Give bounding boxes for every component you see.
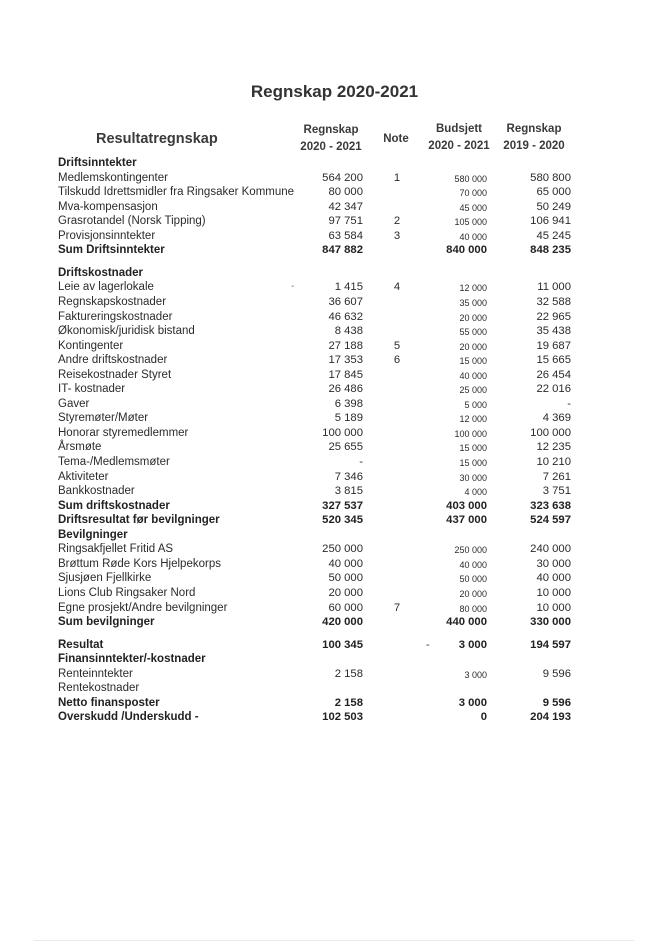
- value-regnskap-2019-2020: 15 665: [536, 354, 571, 366]
- value-regnskap-2019-2020: 19 687: [536, 340, 571, 352]
- header-note: Note: [383, 133, 409, 145]
- value-budsjett-2020-2021: 50 000: [459, 574, 487, 584]
- header-budsjett-2020-2021: [423, 121, 495, 155]
- value-regnskap-2020-2021: 100 345: [322, 639, 363, 651]
- value-budsjett-2020-2021: 40 000: [459, 371, 487, 381]
- table-row: [0, 427, 669, 442]
- row-label: Brøttum Røde Kors Hjelpekorps: [58, 558, 221, 570]
- table-row: [0, 340, 669, 355]
- value-regnskap-2020-2021: 36 607: [328, 296, 363, 308]
- value-regnskap-2020-2021: -: [359, 456, 363, 468]
- header-regnskap-2020-2021: [295, 122, 367, 156]
- table-row: [0, 296, 669, 311]
- value-regnskap-2019-2020: 100 000: [530, 427, 571, 439]
- table-row: [0, 412, 669, 427]
- value-regnskap-2019-2020: 50 249: [536, 201, 571, 213]
- value-regnskap-2019-2020: 524 597: [530, 514, 571, 526]
- value-regnskap-2020-2021: 420 000: [322, 616, 363, 628]
- value-regnskap-2019-2020: 26 454: [536, 369, 571, 381]
- value-budsjett-2020-2021: 30 000: [459, 473, 487, 483]
- value-regnskap-2019-2020: 323 638: [530, 500, 571, 512]
- value-budsjett-2020-2021: 3 000: [458, 697, 487, 709]
- row-label: Tema-/Medlemsmøter: [58, 456, 170, 468]
- table-row: [0, 456, 669, 471]
- table-row: [0, 230, 669, 245]
- value-regnskap-2019-2020: 330 000: [530, 616, 571, 628]
- value-regnskap-2019-2020: 10 000: [536, 602, 571, 614]
- row-label: Bevilgninger: [58, 529, 128, 541]
- row-label: Grasrotandel (Norsk Tipping): [58, 215, 206, 227]
- value-regnskap-2019-2020: 45 245: [536, 230, 571, 242]
- value-budsjett-2020-2021: 250 000: [454, 545, 487, 555]
- row-label: Finansinntekter/-kostnader: [58, 653, 206, 665]
- value-budsjett-2020-2021: 3 000: [464, 670, 487, 680]
- value-regnskap-2019-2020: 10 210: [536, 456, 571, 468]
- value-regnskap-2019-2020: 10 000: [536, 587, 571, 599]
- header-period: 2019 - 2020: [503, 140, 565, 152]
- row-label: Regnskapskostnader: [58, 296, 167, 308]
- row-label: Tilskudd Idrettsmidler fra Ringsaker Kommune: [58, 186, 295, 198]
- table-row: [0, 587, 669, 602]
- note-ref: 1: [393, 172, 401, 184]
- summary-row: [0, 244, 669, 259]
- value-regnskap-2020-2021: 50 000: [328, 572, 363, 584]
- summary-row: [0, 711, 669, 726]
- row-label: Sum Driftsinntekter: [58, 244, 165, 256]
- value-regnskap-2020-2021: 63 584: [328, 230, 363, 242]
- section-heading-row: [0, 157, 669, 172]
- table-row: [0, 558, 669, 573]
- summary-row: [0, 639, 669, 654]
- value-budsjett-2020-2021: 35 000: [459, 298, 487, 308]
- value-budsjett-2020-2021: 20 000: [459, 589, 487, 599]
- value-regnskap-2019-2020: 65 000: [536, 186, 571, 198]
- value-regnskap-2019-2020: 35 438: [536, 325, 571, 337]
- note-ref: 5: [393, 340, 401, 352]
- row-label: Ringsakfjellet Fritid AS: [58, 543, 174, 555]
- header-resultatregnskap: Resultatregnskap: [96, 131, 218, 147]
- value-regnskap-2020-2021: 20 000: [328, 587, 363, 599]
- value-regnskap-2019-2020: 11 000: [537, 281, 571, 293]
- table-row: [0, 441, 669, 456]
- value-regnskap-2019-2020: 204 193: [530, 711, 571, 723]
- row-label: Sjusjøen Fjellkirke: [58, 572, 152, 584]
- value-regnskap-2020-2021: 8 438: [334, 325, 363, 337]
- table-row: [0, 311, 669, 326]
- table-row: [0, 668, 669, 683]
- note-ref: 6: [393, 354, 401, 366]
- value-budsjett-2020-2021: 45 000: [459, 203, 487, 213]
- value-budsjett-2020-2021: 40 000: [459, 232, 487, 242]
- value-budsjett-2020-2021: 12 000: [459, 414, 487, 424]
- row-label: Sum bevilgninger: [58, 616, 155, 628]
- value-budsjett-2020-2021: 437 000: [446, 514, 487, 526]
- note-ref: 2: [393, 215, 401, 227]
- value-regnskap-2019-2020: -: [567, 398, 571, 410]
- value-regnskap-2020-2021: 17 845: [328, 369, 363, 381]
- value-regnskap-2019-2020: 22 016: [536, 383, 571, 395]
- table-row: [0, 186, 669, 201]
- row-label: Mva-kompensasjon: [58, 201, 158, 213]
- table-row: [0, 398, 669, 413]
- table-row: [0, 471, 669, 486]
- note-ref: 7: [393, 602, 401, 614]
- value-budsjett-2020-2021: 0: [480, 711, 487, 723]
- table-row: [0, 215, 669, 230]
- value-budsjett-2020-2021: 20 000: [459, 342, 487, 352]
- value-regnskap-2020-2021: 3 815: [334, 485, 363, 497]
- section-heading-row: [0, 653, 669, 668]
- row-label: Rentekostnader: [58, 682, 140, 694]
- value-regnskap-2020-2021: 327 537: [322, 500, 363, 512]
- value-regnskap-2019-2020: 4 369: [542, 412, 571, 424]
- summary-row: [0, 616, 669, 631]
- value-regnskap-2019-2020: 32 588: [536, 296, 571, 308]
- value-regnskap-2020-2021: 5 189: [334, 412, 363, 424]
- value-budsjett-2020-2021: 12 000: [459, 283, 487, 293]
- negative-sign: -: [426, 639, 430, 651]
- value-regnskap-2020-2021: 17 353: [328, 354, 363, 366]
- header-label: Regnskap: [506, 123, 562, 135]
- row-label: Økonomisk/juridisk bistand: [58, 325, 195, 337]
- value-regnskap-2020-2021: 102 503: [322, 711, 363, 723]
- value-regnskap-2020-2021: 2 158: [334, 697, 363, 709]
- row-label: Egne prosjekt/Andre bevilgninger: [58, 602, 228, 614]
- value-regnskap-2020-2021: 7 346: [334, 471, 363, 483]
- header-period: 2020 - 2021: [428, 140, 490, 152]
- value-regnskap-2020-2021: 97 751: [328, 215, 363, 227]
- value-regnskap-2019-2020: 106 941: [530, 215, 571, 227]
- value-budsjett-2020-2021: 3 000: [458, 639, 487, 651]
- value-regnskap-2019-2020: 3 751: [542, 485, 571, 497]
- row-label: Sum driftskostnader: [58, 500, 170, 512]
- value-regnskap-2020-2021: 25 655: [328, 441, 363, 453]
- note-ref: 4: [393, 281, 401, 293]
- header-period: 2020 - 2021: [300, 141, 362, 153]
- value-regnskap-2020-2021: 40 000: [328, 558, 363, 570]
- value-regnskap-2020-2021: 250 000: [322, 543, 363, 555]
- row-label: Andre driftskostnader: [58, 354, 168, 366]
- value-regnskap-2019-2020: 9 596: [542, 697, 571, 709]
- section-heading-row: [0, 267, 669, 282]
- value-regnskap-2020-2021: 60 000: [328, 602, 363, 614]
- value-regnskap-2020-2021: 1 415: [334, 281, 363, 293]
- value-regnskap-2019-2020: 9 596: [542, 668, 571, 680]
- value-regnskap-2020-2021: 100 000: [322, 427, 363, 439]
- row-label: Leie av lagerlokale: [58, 281, 154, 293]
- value-budsjett-2020-2021: 440 000: [446, 616, 487, 628]
- note-ref: 3: [393, 230, 401, 242]
- table-row: [0, 354, 669, 369]
- row-label: Bankkostnader: [58, 485, 135, 497]
- value-regnskap-2019-2020: 194 597: [530, 639, 571, 651]
- header-label: Budsjett: [436, 123, 482, 135]
- value-budsjett-2020-2021: 20 000: [459, 313, 487, 323]
- table-row: [0, 485, 669, 500]
- section-heading-row: [0, 529, 669, 544]
- table-row: [0, 172, 669, 187]
- header-regnskap-2019-2020: [498, 121, 570, 155]
- value-budsjett-2020-2021: 55 000: [459, 327, 487, 337]
- row-label: Driftsresultat før bevilgninger: [58, 514, 220, 526]
- row-label: Honorar styremedlemmer: [58, 427, 189, 439]
- value-budsjett-2020-2021: 105 000: [454, 217, 487, 227]
- value-budsjett-2020-2021: 25 000: [459, 385, 487, 395]
- value-regnskap-2020-2021: 564 200: [322, 172, 363, 184]
- row-label: Driftsinntekter: [58, 157, 137, 169]
- header-label: Regnskap: [303, 124, 359, 136]
- value-budsjett-2020-2021: 580 000: [454, 174, 487, 184]
- table-row: [0, 201, 669, 216]
- value-budsjett-2020-2021: 403 000: [446, 500, 487, 512]
- row-label: Driftskostnader: [58, 267, 143, 279]
- value-budsjett-2020-2021: 40 000: [459, 560, 487, 570]
- value-regnskap-2019-2020: 7 261: [542, 471, 571, 483]
- summary-row: [0, 500, 669, 515]
- value-regnskap-2020-2021: 46 632: [328, 311, 363, 323]
- value-regnskap-2019-2020: 848 235: [530, 244, 571, 256]
- row-label: Medlemskontingenter: [58, 172, 168, 184]
- table-row: [0, 572, 669, 587]
- table-row: [0, 543, 669, 558]
- value-budsjett-2020-2021: 100 000: [454, 429, 487, 439]
- value-budsjett-2020-2021: 15 000: [459, 443, 487, 453]
- table-row: [0, 682, 669, 697]
- row-label: Netto finansposter: [58, 697, 160, 709]
- value-regnskap-2019-2020: 12 235: [536, 441, 571, 453]
- value-regnskap-2019-2020: 40 000: [536, 572, 571, 584]
- summary-row: [0, 514, 669, 529]
- value-budsjett-2020-2021: 840 000: [446, 244, 487, 256]
- value-budsjett-2020-2021: 15 000: [459, 458, 487, 468]
- row-label: IT- kostnader: [58, 383, 126, 395]
- row-label: Årsmøte: [58, 441, 102, 453]
- row-label: Resultat: [58, 639, 104, 651]
- row-label: Gaver: [58, 398, 90, 410]
- value-regnskap-2020-2021: 27 188: [328, 340, 363, 352]
- value-budsjett-2020-2021: 4 000: [464, 487, 487, 497]
- dash-mark: -: [291, 281, 295, 292]
- value-regnskap-2020-2021: 520 345: [322, 514, 363, 526]
- value-regnskap-2019-2020: 580 800: [530, 172, 571, 184]
- value-regnskap-2020-2021: 2 158: [334, 668, 363, 680]
- value-budsjett-2020-2021: 15 000: [459, 356, 487, 366]
- value-budsjett-2020-2021: 5 000: [464, 400, 487, 410]
- table-row: [0, 383, 669, 398]
- row-label: Styremøter/Møter: [58, 412, 149, 424]
- value-regnskap-2020-2021: 80 000: [328, 186, 363, 198]
- table-row: [0, 602, 669, 617]
- value-regnskap-2020-2021: 847 882: [322, 244, 363, 256]
- table-row: [0, 369, 669, 384]
- value-budsjett-2020-2021: 80 000: [459, 604, 487, 614]
- row-label: Renteinntekter: [58, 668, 133, 680]
- table-row: [0, 325, 669, 340]
- row-label: Overskudd /Underskudd -: [58, 711, 199, 723]
- value-regnskap-2019-2020: 30 000: [536, 558, 571, 570]
- value-budsjett-2020-2021: 70 000: [459, 188, 487, 198]
- value-regnskap-2020-2021: 6 398: [334, 398, 363, 410]
- row-label: Faktureringskostnader: [58, 311, 173, 323]
- row-label: Reisekostnader Styret: [58, 369, 172, 381]
- value-regnskap-2020-2021: 26 486: [328, 383, 363, 395]
- value-regnskap-2020-2021: 42 347: [328, 201, 363, 213]
- page-title: Regnskap 2020-2021: [250, 82, 419, 101]
- row-label: Aktiviteter: [58, 471, 109, 483]
- row-label: Provisjonsinntekter: [58, 230, 156, 242]
- table-row: [0, 281, 669, 296]
- value-regnskap-2019-2020: 240 000: [530, 543, 571, 555]
- summary-row: [0, 697, 669, 712]
- page-edge-line: [34, 940, 634, 941]
- row-label: Kontingenter: [58, 340, 124, 352]
- row-label: Lions Club Ringsaker Nord: [58, 587, 196, 599]
- value-regnskap-2019-2020: 22 965: [536, 311, 571, 323]
